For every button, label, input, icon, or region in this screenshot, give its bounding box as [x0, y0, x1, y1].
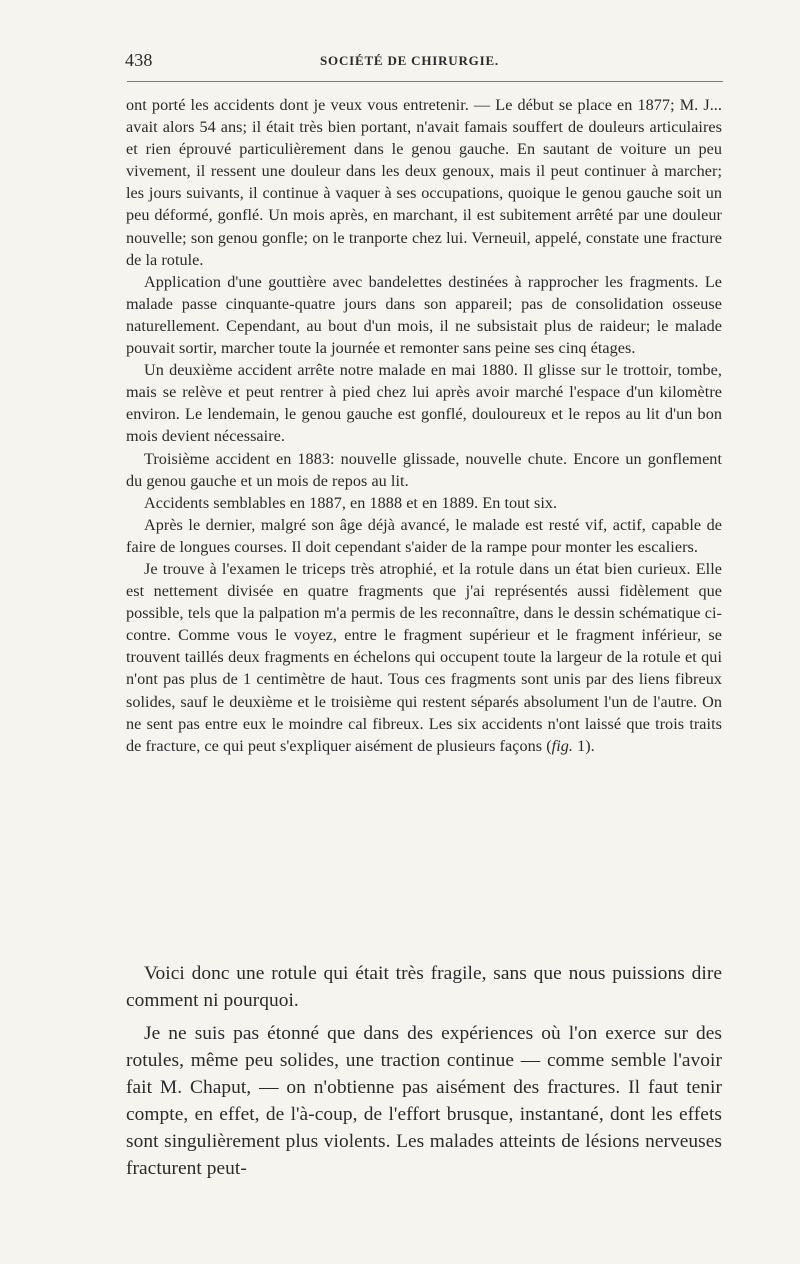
paragraph-4: Troisième accident en 1883: nouvelle glissade, nouvelle chute. Encore un gonflement du genou gauche et un mois de repos au lit.: [126, 449, 722, 490]
discussion-paragraph-2: Je ne suis pas étonné que dans des expériences où l'on exerce sur des rotules, même peu solides, une traction continue — comme semble l'avoir fait M. Chaput, — on n'obtienne pas aisément des fractures. Il faut tenir compte, en effet, de l'à-coup, de l'effort brusque, instantané, dont les effets sont singulièrement plus violents. Les malades atteints de lésions nerveuses fracturent peut-: [126, 1023, 722, 1179]
discussion-paragraph-1: Voici donc une rotule qui était très fragile, sans que nous puissions dire comment ni pourquoi.: [126, 963, 722, 1011]
paragraph-7-main: Je trouve à l'examen le triceps très atrophié, et la rotule dans un état bien curieux. Elle est nettement divisée en quatre fragments que j'ai représentés aussi fidèlement que possible, tels que la palpation m'a permis de les reconnaître, dans le dessin schématique ci-contre. Comme vous le voyez, entre le fragment supérieur et le fragment inférieur, se trouvent taillés deux fragments en échelons qui occupent toute la largeur de la rotule et qui n'ont pas plus de 1 centimètre de haut. Tous ces fragments sont unis par des liens fibreux solides, sauf le deuxième et le troisième qui restent séparés absolument l'un de l'autre. On ne sent pas entre eux le moindre cal fibreux. Les six accidents n'ont laissé que trois traits de fracture, ce qui peut s'expliquer aisément de plusieurs façons (: [126, 559, 722, 755]
case-report-text: [126, 94, 722, 757]
page-header: [125, 45, 722, 79]
paragraph-3: Un deuxième accident arrête notre malade en mai 1880. Il glisse sur le trottoir, tombe, mais se relève et peut rentrer à pied chez lui après avoir marché l'espace d'un kilomètre environ. Le lendemain, le genou gauche est gonflé, douloureux et le repos au lit d'un bon mois devient nécessaire.: [126, 361, 722, 446]
paragraph-5: Accidents semblables en 1887, en 1888 et en 1889. En tout six.: [144, 493, 558, 512]
paragraph-7: [126, 558, 722, 757]
header-rule: [127, 81, 723, 82]
running-head: SOCIÉTÉ DE CHIRURGIE.: [320, 53, 499, 68]
paragraph-2: Application d'une gouttière avec bandelettes destinées à rapprocher les fragments. Le malade passe cinquante-quatre jours dans son appareil; pas de consolidation osseuse naturellement. Cependant, au bout d'un mois, il ne subsistait plus de raideur; le malade pouvait sortir, marcher toute la journée et remonter sans peine ses cinq étages.: [126, 272, 722, 358]
discussion-text: [126, 960, 722, 1188]
paragraph-7-end: 1).: [572, 736, 595, 755]
paragraph-6: Après le dernier, malgré son âge déjà avancé, le malade est resté vif, actif, capable de faire de longues courses. Il doit cependant s'aider de la rampe pour monter les escaliers.: [126, 515, 722, 556]
figure-reference: fig.: [551, 736, 573, 755]
paragraph-1: ont porté les accidents dont je veux vous entretenir. — Le début se place en 1877; M. J... avait alors 54 ans; il était très bien portant, n'avait famais souffert de douleurs articulaires et rien éprouvé particulièrement dans le genou gauche. En sautant de voiture un peu vivement, il ressent une douleur dans les deux genoux, mais il peut continuer à marcher; les jours suivants, il continue à vaquer à ses occupations, quoique le genou gauche soit un peu déformé, gonflé. Un mois après, en marchant, il est subitement arrêté par une douleur nouvelle; son genou gonfle; on le tranporte chez lui. Verneuil, appelé, constate une fracture de la rotule.: [126, 96, 722, 269]
page-number: 438: [125, 50, 153, 70]
